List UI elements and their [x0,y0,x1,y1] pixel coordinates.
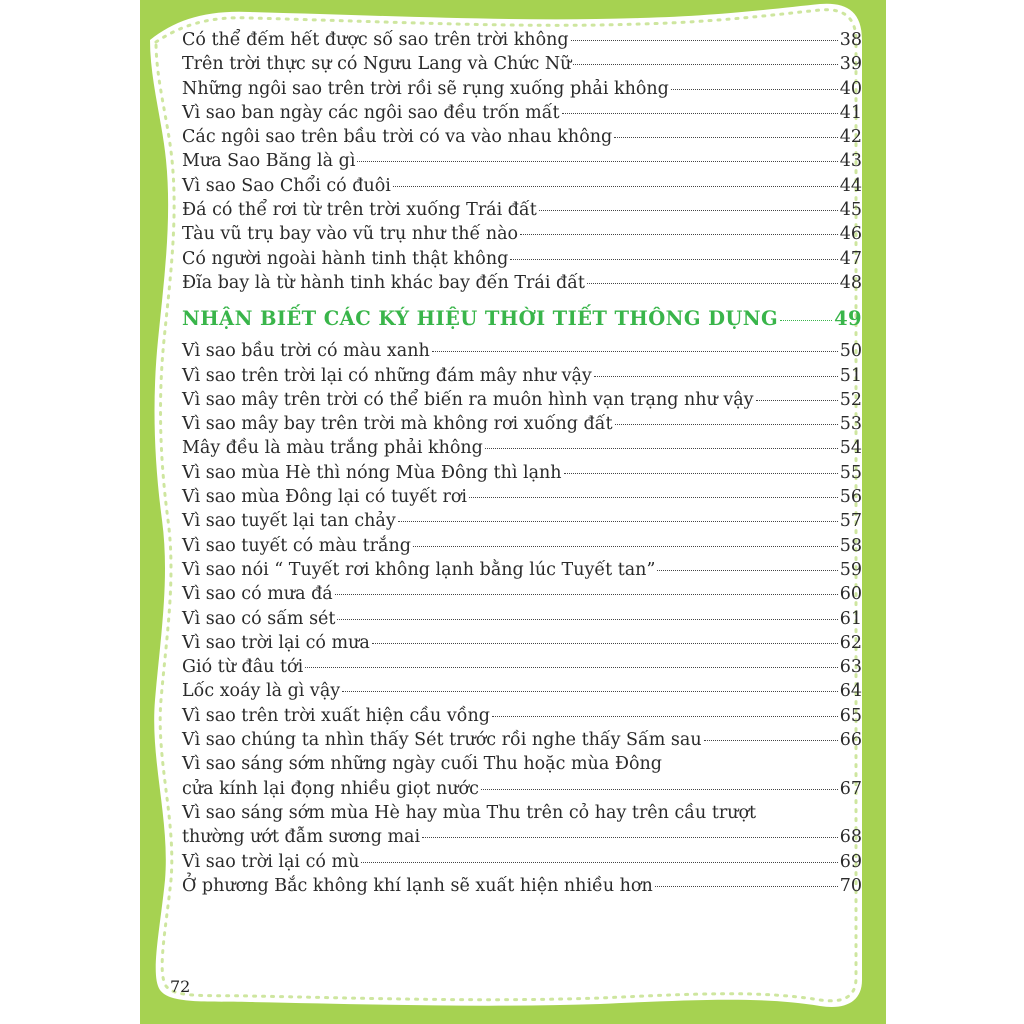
toc-entry-title: Các ngôi sao trên bầu trời có va vào nhau không [182,127,613,148]
toc-entry-page: 68 [839,827,862,848]
toc-entry-title: Vì sao sáng sớm những ngày cuối Thu hoặc mùa Đông [182,754,662,775]
toc-entry [182,151,862,175]
toc-entry-title: thường ướt đẫm sương mai [182,827,421,848]
dot-leader [432,351,838,352]
toc-entry-page: 38 [839,30,862,50]
page-number: 72 [170,977,191,996]
toc-entry-title: Vì sao có sấm sét [182,608,336,629]
dot-leader [481,789,838,790]
toc-entry-page: 43 [839,151,862,172]
toc-entry [182,730,862,754]
toc-entry-title: Vì sao tuyết có màu trắng [182,535,411,556]
dot-leader [573,64,837,65]
toc-entry-page: 53 [839,414,862,435]
toc-entry-page: 67 [839,778,862,799]
toc-entry-title: Đĩa bay là từ hành tinh khác bay đến Trái đất [182,272,585,293]
toc-entry-page: 70 [839,875,862,896]
toc-entry-page: 61 [839,608,862,629]
toc-entry [182,827,862,851]
toc-entry-title: Vì sao ban ngày các ngôi sao đều trốn mất [182,102,560,123]
toc-entry-title: Những ngôi sao trên trời rồi sẽ rụng xuống phải không [182,78,669,99]
dot-leader [492,716,838,717]
toc-entry-page: 59 [839,559,862,580]
toc-entry-title: Vì sao chúng ta nhìn thấy Sét trước rồi nghe thấy Sấm sau [182,730,702,751]
toc-entry-title: Vì sao có mưa đá [182,584,333,605]
toc-entry [182,536,862,560]
dot-leader [393,186,838,187]
toc-entry [182,876,862,900]
toc-entry-page: 63 [839,657,862,678]
dot-leader [337,619,837,620]
toc-entry-title: Vì sao mây bay trên trời mà không rơi xuống đất [182,414,613,435]
toc-entry [182,414,862,438]
toc-entry [182,30,862,54]
toc-entry-title: Vì sao nói “ Tuyết rơi không lạnh bằng lúc Tuyết tan” [182,559,656,580]
table-of-contents [182,30,862,900]
toc-entry [182,249,862,273]
dot-leader [564,473,838,474]
toc-entry [182,390,862,414]
toc-entry-title: Mây đều là màu trắng phải không [182,438,483,459]
dot-leader [398,521,838,522]
dot-leader [372,643,838,644]
toc-entry [182,852,862,876]
toc-entry [182,224,862,248]
dot-leader [357,161,837,162]
dot-leader [469,497,838,498]
toc-entry [182,706,862,730]
toc-entry-title: Trên trời thực sự có Ngưu Lang và Chức Nữ [182,54,572,75]
toc-entry-title: Vì sao trên trời xuất hiện cầu vồng [182,705,490,726]
toc-entry-title: Mưa Sao Băng là gì [182,151,356,172]
toc-entry-title: Lốc xoáy là gì vậy [182,681,341,702]
toc-entry-title: Gió từ đâu tới [182,657,304,678]
toc-entry-title: Có người ngoài hành tinh thật không [182,248,509,269]
toc-entry [182,273,862,297]
toc-entry-title: Vì sao tuyết lại tan chảy [182,511,396,532]
dot-leader [510,259,837,260]
toc-entry-page: 50 [839,341,862,362]
toc-entry-page: 47 [839,248,862,269]
toc-entry [182,127,862,151]
dot-leader [615,424,838,425]
dot-leader [657,570,837,571]
toc-entry-page: 69 [839,851,862,872]
toc-entry-page: 42 [839,127,862,148]
dot-leader [594,376,838,377]
dot-leader [756,400,838,401]
toc-entry-title: Vì sao mùa Đông lại có tuyết rơi [182,487,468,508]
toc-entry-title: Vì sao mùa Hè thì nóng Mùa Đông thì lạnh [182,462,562,483]
toc-entry-page: 55 [839,462,862,483]
toc-entry [182,657,862,681]
toc-entry-title: Vì sao sáng sớm mùa Hè hay mùa Thu trên cỏ hay trên cầu trượt [182,802,757,823]
toc-entry-page: 48 [839,272,862,293]
dot-leader [704,740,838,741]
toc-entry-page: 44 [839,175,862,196]
section-title: NHẬN BIẾT CÁC KÝ HIỆU THỜI TIẾT THÔNG DỤNG [182,307,779,331]
toc-entry-page: 39 [839,54,862,75]
toc-entry [182,511,862,535]
toc-entry-title: Vì sao Sao Chổi có đuôi [182,175,391,196]
dot-leader [571,40,838,41]
dot-leader [422,837,838,838]
toc-entry-title: Vì sao trên trời lại có những đám mây như vậy [182,365,592,386]
dot-leader [562,113,838,114]
dot-leader [305,667,838,668]
toc-entry [182,487,862,511]
toc-entry-title: Vì sao bầu trời có màu xanh [182,341,430,362]
toc-entry-title: Tàu vũ trụ bay vào vũ trụ như thế nào [182,224,519,245]
toc-entry-title: Vì sao trời lại có mù [182,851,360,872]
dot-leader [485,448,838,449]
toc-entry [182,200,862,224]
section-heading [182,297,862,341]
toc-entry-title: Ở phương Bắc không khí lạnh sẽ xuất hiện nhiều hơn [182,875,653,896]
toc-entry [182,463,862,487]
toc-entry-title: Vì sao mây trên trời có thể biến ra muôn hình vạn trạng như vậy [182,389,754,410]
toc-entry [182,803,862,827]
toc-entry-title: Có thể đếm hết được số sao trên trời không [182,30,569,50]
dot-leader [520,234,838,235]
toc-entry [182,103,862,127]
dot-leader [780,320,832,321]
toc-entry [182,341,862,365]
toc-entry [182,633,862,657]
toc-entry-page: 45 [839,200,862,221]
toc-entry [182,176,862,200]
toc-entry [182,681,862,705]
toc-entry-page: 51 [839,365,862,386]
toc-entry-page: 65 [839,705,862,726]
toc-entry-page: 60 [839,584,862,605]
toc-entry-title: cửa kính lại đọng nhiều giọt nước [182,778,479,799]
dot-leader [671,89,838,90]
toc-entry-page: 40 [839,78,862,99]
toc-entry [182,609,862,633]
dot-leader [342,691,838,692]
toc-entry-title: Vì sao trời lại có mưa [182,632,370,653]
toc-entry [182,366,862,390]
toc-entry-page: 56 [839,487,862,508]
toc-entry [182,79,862,103]
toc-list-top [182,30,862,297]
toc-entry-page: 58 [839,535,862,556]
toc-entry [182,754,862,778]
dot-leader [655,886,838,887]
toc-entry-page: 52 [839,389,862,410]
dot-leader [361,862,837,863]
toc-entry-page: 64 [839,681,862,702]
dot-leader [539,210,838,211]
dot-leader [587,283,838,284]
toc-entry-page: 54 [839,438,862,459]
toc-entry-page: 41 [839,102,862,123]
dot-leader [413,546,838,547]
toc-entry-page: 62 [839,632,862,653]
dot-leader [335,594,838,595]
toc-entry-title: Đá có thể rơi từ trên trời xuống Trái đất [182,200,537,221]
toc-entry [182,560,862,584]
toc-entry-page: 46 [839,224,862,245]
toc-entry [182,584,862,608]
toc-entry-page: 66 [839,730,862,751]
dot-leader [614,137,838,138]
toc-entry [182,54,862,78]
section-page: 49 [834,307,862,331]
toc-list-bottom [182,341,862,900]
toc-entry [182,779,862,803]
toc-entry-page: 57 [839,511,862,532]
toc-entry [182,438,862,462]
